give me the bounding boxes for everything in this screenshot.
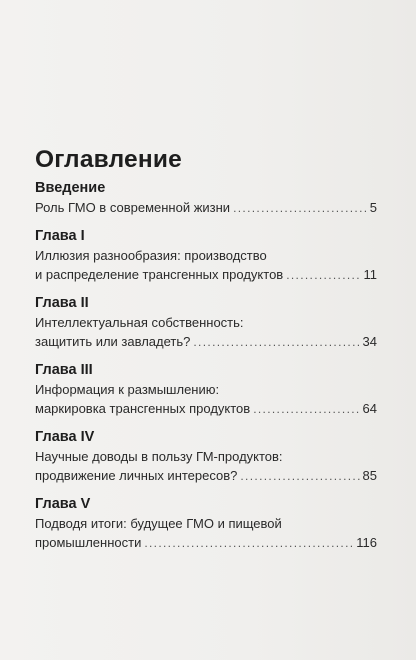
toc-section-chapter-1 xyxy=(35,226,377,285)
section-entry xyxy=(35,514,377,553)
entry-text: Информация к размышлению: xyxy=(35,382,220,397)
section-entry xyxy=(35,198,377,218)
toc-section-introduction xyxy=(35,178,377,218)
entry-text: защитить или завладеть? xyxy=(35,334,191,349)
dot-leader xyxy=(286,265,360,285)
table-of-contents xyxy=(35,146,377,561)
toc-title: Оглавление xyxy=(35,146,182,173)
page-number: 85 xyxy=(362,468,377,483)
dot-leader xyxy=(193,332,359,352)
entry-line-with-page xyxy=(35,198,377,218)
dot-leader xyxy=(240,466,359,486)
entry-line-with-page xyxy=(35,332,377,352)
section-heading: Глава II xyxy=(35,295,89,311)
page-number: 64 xyxy=(362,401,377,416)
section-heading: Глава IV xyxy=(35,429,95,445)
section-entry xyxy=(35,246,377,285)
section-entry xyxy=(35,380,377,419)
entry-text: промышленности xyxy=(35,535,142,550)
toc-section-chapter-2 xyxy=(35,293,377,352)
dot-leader xyxy=(253,399,359,419)
entry-text: Интеллектуальная собственность: xyxy=(35,315,244,330)
page-number: 11 xyxy=(363,267,377,282)
page-number: 116 xyxy=(356,535,377,550)
dot-leader xyxy=(233,198,367,218)
entry-line-with-page xyxy=(35,533,377,553)
toc-section-chapter-4 xyxy=(35,427,377,486)
section-heading: Глава I xyxy=(35,228,85,244)
entry-text: Иллюзия разнообразия: производство xyxy=(35,248,267,263)
toc-section-chapter-5 xyxy=(35,494,377,553)
entry-text: Роль ГМО в современной жизни xyxy=(35,200,231,215)
entry-text: и распределение трансгенных продуктов xyxy=(35,267,284,282)
toc-section-chapter-3 xyxy=(35,360,377,419)
section-heading: Глава V xyxy=(35,496,91,512)
entry-text: маркировка трансгенных продуктов xyxy=(35,401,251,416)
entry-text: продвижение личных интересов? xyxy=(35,468,238,483)
page-number: 34 xyxy=(362,334,377,349)
section-entry xyxy=(35,313,377,352)
entry-line-with-page xyxy=(35,399,377,419)
section-heading: Глава III xyxy=(35,362,93,378)
section-heading: Введение xyxy=(35,180,106,196)
dot-leader xyxy=(144,533,353,553)
entry-text: Подводя итоги: будущее ГМО и пищевой xyxy=(35,516,282,531)
entry-line-with-page xyxy=(35,466,377,486)
page-number: 5 xyxy=(369,200,377,215)
section-entry xyxy=(35,447,377,486)
entry-text: Научные доводы в пользу ГМ-продуктов: xyxy=(35,449,283,464)
entry-line-with-page xyxy=(35,265,377,285)
